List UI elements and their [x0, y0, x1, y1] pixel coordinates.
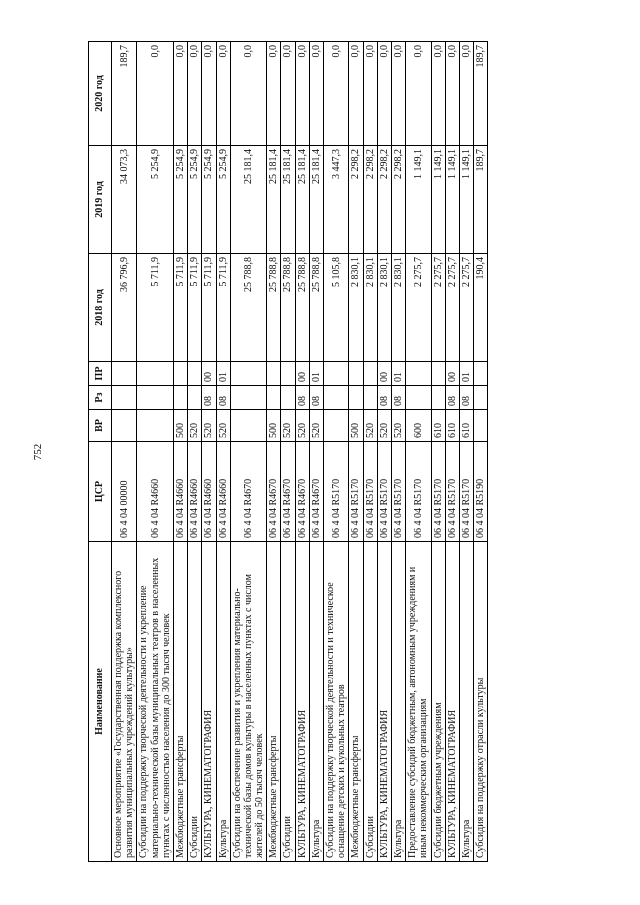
- cell-name: КУЛЬТУРА, КИНЕМАТОГРАФИЯ: [377, 542, 391, 862]
- table-row: [431, 42, 445, 862]
- cell-2020: 0,0: [324, 42, 349, 146]
- cell-rz: 08: [202, 386, 216, 410]
- cell-2018: 25 788,8: [309, 254, 323, 362]
- table-row: [363, 42, 377, 862]
- cell-rz: 08: [295, 386, 309, 410]
- cell-2019: 25 181,4: [230, 146, 267, 254]
- table-row: [137, 42, 174, 862]
- cell-name: Культура: [391, 542, 405, 862]
- cell-pr: [324, 362, 349, 386]
- cell-pr: 00: [377, 362, 391, 386]
- cell-vr: 610: [459, 410, 473, 442]
- rotated-table-content: [88, 42, 608, 862]
- cell-name: КУЛЬТУРА, КИНЕМАТОГРАФИЯ: [202, 542, 216, 862]
- cell-name: Субсидии на поддержку творческой деятельности и техническое оснащение детских и кукольных театров: [324, 542, 349, 862]
- cell-vr: 520: [216, 410, 230, 442]
- cell-csr: 06 4 04 R4670: [309, 442, 323, 542]
- cell-rz: [188, 386, 202, 410]
- cell-name: Субсидии: [363, 542, 377, 862]
- cell-2018: 25 788,8: [267, 254, 281, 362]
- cell-vr: 520: [391, 410, 405, 442]
- cell-rz: 08: [216, 386, 230, 410]
- cell-2019: 1 149,1: [445, 146, 459, 254]
- cell-name: Культура: [216, 542, 230, 862]
- cell-rz: [349, 386, 363, 410]
- cell-2020: 0,0: [267, 42, 281, 146]
- cell-rz: [431, 386, 445, 410]
- cell-2018: 2 275,7: [406, 254, 431, 362]
- header-pr: ПР: [89, 362, 112, 386]
- cell-name: Предоставление субсидий бюджетным, автономным учреждениям и иным некоммерческим организациям: [406, 542, 431, 862]
- table-row: [459, 42, 473, 862]
- cell-pr: [137, 362, 174, 386]
- cell-csr: 06 4 04 R5170: [349, 442, 363, 542]
- cell-vr: 500: [173, 410, 187, 442]
- cell-2018: 2 830,1: [363, 254, 377, 362]
- cell-2019: 5 254,9: [216, 146, 230, 254]
- cell-csr: 06 4 04 R4660: [188, 442, 202, 542]
- cell-rz: 08: [459, 386, 473, 410]
- cell-2018: 2 275,7: [431, 254, 445, 362]
- cell-pr: [363, 362, 377, 386]
- cell-vr: 520: [363, 410, 377, 442]
- cell-2018: 5 711,9: [188, 254, 202, 362]
- cell-2019: 2 298,2: [377, 146, 391, 254]
- cell-2020: 0,0: [137, 42, 174, 146]
- cell-csr: 06 4 04 R4670: [267, 442, 281, 542]
- cell-2020: 0,0: [173, 42, 187, 146]
- cell-2018: 2 275,7: [445, 254, 459, 362]
- cell-2020: 0,0: [230, 42, 267, 146]
- cell-csr: 06 4 04 R5170: [445, 442, 459, 542]
- header-vr: ВР: [89, 410, 112, 442]
- cell-pr: [188, 362, 202, 386]
- cell-rz: [281, 386, 295, 410]
- cell-vr: [112, 410, 137, 442]
- table-row: [173, 42, 187, 862]
- cell-name: Субсидии бюджетным учреждениям: [431, 542, 445, 862]
- cell-name: Культура: [459, 542, 473, 862]
- header-rz: Рз: [89, 386, 112, 410]
- cell-pr: 01: [459, 362, 473, 386]
- cell-pr: 01: [309, 362, 323, 386]
- cell-rz: [137, 386, 174, 410]
- page-number: 752: [32, 443, 44, 461]
- cell-2018: 25 788,8: [281, 254, 295, 362]
- cell-csr: 06 4 04 R4670: [281, 442, 295, 542]
- cell-pr: [112, 362, 137, 386]
- cell-2020: 0,0: [431, 42, 445, 146]
- cell-rz: [474, 386, 488, 410]
- cell-vr: 500: [267, 410, 281, 442]
- cell-vr: 610: [431, 410, 445, 442]
- cell-2018: 2 830,1: [391, 254, 405, 362]
- cell-rz: [230, 386, 267, 410]
- cell-2020: 0,0: [281, 42, 295, 146]
- cell-2019: 34 073,3: [112, 146, 137, 254]
- cell-vr: 520: [309, 410, 323, 442]
- cell-vr: 520: [202, 410, 216, 442]
- cell-name: КУЛЬТУРА, КИНЕМАТОГРАФИЯ: [445, 542, 459, 862]
- cell-vr: 520: [295, 410, 309, 442]
- cell-2020: 0,0: [377, 42, 391, 146]
- header-name: Наименование: [89, 542, 112, 862]
- cell-2020: 0,0: [459, 42, 473, 146]
- table-row: [406, 42, 431, 862]
- table-body: [112, 42, 488, 862]
- cell-2019: 1 149,1: [459, 146, 473, 254]
- cell-csr: 06 4 04 00000: [112, 442, 137, 542]
- cell-csr: 06 4 04 R4670: [295, 442, 309, 542]
- cell-name: Субсидии: [281, 542, 295, 862]
- table-row: [377, 42, 391, 862]
- cell-name: Культура: [309, 542, 323, 862]
- header-csr: ЦСР: [89, 442, 112, 542]
- table-row: [324, 42, 349, 862]
- cell-vr: 520: [377, 410, 391, 442]
- cell-2018: 5 711,9: [202, 254, 216, 362]
- cell-2018: 2 275,7: [459, 254, 473, 362]
- cell-name: Субсидии на обеспечение развития и укрепления материально-технической базы домов культуры в населенных пунктах с числом жителей до 50 тысяч человек: [230, 542, 267, 862]
- cell-2019: 1 149,1: [406, 146, 431, 254]
- cell-2019: 1 149,1: [431, 146, 445, 254]
- cell-2020: 0,0: [391, 42, 405, 146]
- cell-pr: [431, 362, 445, 386]
- cell-2020: 0,0: [445, 42, 459, 146]
- cell-name: КУЛЬТУРА, КИНЕМАТОГРАФИЯ: [295, 542, 309, 862]
- cell-pr: [406, 362, 431, 386]
- cell-rz: [324, 386, 349, 410]
- cell-rz: 08: [377, 386, 391, 410]
- table-row: [281, 42, 295, 862]
- cell-csr: 06 4 04 R5170: [431, 442, 445, 542]
- table-row: [216, 42, 230, 862]
- cell-2019: 5 254,9: [173, 146, 187, 254]
- cell-2020: 0,0: [406, 42, 431, 146]
- cell-name: Субсидия на поддержку отрасли культуры: [474, 542, 488, 862]
- cell-2020: 189,7: [474, 42, 488, 146]
- cell-2018: 190,4: [474, 254, 488, 362]
- cell-2020: 0,0: [295, 42, 309, 146]
- header-2020: 2020 год: [89, 42, 112, 146]
- cell-pr: 00: [445, 362, 459, 386]
- cell-csr: 06 4 04 R4660: [173, 442, 187, 542]
- cell-csr: 06 4 04 R4660: [216, 442, 230, 542]
- cell-2019: 3 447,3: [324, 146, 349, 254]
- cell-2020: 0,0: [202, 42, 216, 146]
- cell-rz: [173, 386, 187, 410]
- cell-2019: 189,7: [474, 146, 488, 254]
- cell-pr: [173, 362, 187, 386]
- cell-2019: 2 298,2: [363, 146, 377, 254]
- table-header-row: [89, 42, 112, 862]
- cell-rz: 08: [391, 386, 405, 410]
- cell-rz: [406, 386, 431, 410]
- cell-vr: [324, 410, 349, 442]
- cell-2018: 2 830,1: [377, 254, 391, 362]
- budget-table: [88, 41, 488, 862]
- cell-csr: 06 4 04 R5170: [363, 442, 377, 542]
- table-row: [445, 42, 459, 862]
- cell-rz: 08: [445, 386, 459, 410]
- cell-2018: 5 105,8: [324, 254, 349, 362]
- cell-2019: 25 181,4: [267, 146, 281, 254]
- cell-csr: 06 4 04 R4660: [137, 442, 174, 542]
- cell-vr: [230, 410, 267, 442]
- cell-csr: 06 4 04 R5170: [377, 442, 391, 542]
- cell-csr: 06 4 04 R5190: [474, 442, 488, 542]
- cell-pr: 00: [202, 362, 216, 386]
- table-row: [474, 42, 488, 862]
- cell-2018: 5 711,9: [216, 254, 230, 362]
- cell-2018: 36 796,9: [112, 254, 137, 362]
- cell-name: Межбюджетные трансферты: [173, 542, 187, 862]
- header-2018: 2018 год: [89, 254, 112, 362]
- cell-2018: 25 788,8: [230, 254, 267, 362]
- cell-csr: 06 4 04 R5170: [406, 442, 431, 542]
- cell-vr: 500: [349, 410, 363, 442]
- cell-pr: 01: [391, 362, 405, 386]
- cell-name: Субсидии на поддержку творческой деятельности и укрепление материально-технической базы муниципальных театров в населенных пунктах с численностью населения до 300 тысяч человек: [137, 542, 174, 862]
- rotated-table-frame: [88, 42, 608, 862]
- table-row: [112, 42, 137, 862]
- cell-pr: [474, 362, 488, 386]
- cell-csr: 06 4 04 R4670: [230, 442, 267, 542]
- cell-2018: 5 711,9: [173, 254, 187, 362]
- cell-2019: 25 181,4: [281, 146, 295, 254]
- cell-2019: 5 254,9: [188, 146, 202, 254]
- cell-vr: 610: [445, 410, 459, 442]
- cell-name: Субсидии: [188, 542, 202, 862]
- cell-vr: 520: [188, 410, 202, 442]
- cell-pr: [281, 362, 295, 386]
- header-2019: 2019 год: [89, 146, 112, 254]
- cell-2019: 5 254,9: [202, 146, 216, 254]
- cell-vr: [137, 410, 174, 442]
- cell-2018: 2 830,1: [349, 254, 363, 362]
- cell-2018: 5 711,9: [137, 254, 174, 362]
- table-row: [349, 42, 363, 862]
- cell-rz: [267, 386, 281, 410]
- cell-name: Межбюджетные трансферты: [349, 542, 363, 862]
- table-row: [230, 42, 267, 862]
- cell-vr: [474, 410, 488, 442]
- cell-name: Основное мероприятие «Государственная поддержка комплексного развития муниципальных учреждений культуры»: [112, 542, 137, 862]
- table-row: [202, 42, 216, 862]
- cell-2019: 5 254,9: [137, 146, 174, 254]
- cell-vr: 520: [281, 410, 295, 442]
- cell-rz: 08: [309, 386, 323, 410]
- cell-pr: 00: [295, 362, 309, 386]
- cell-pr: [267, 362, 281, 386]
- cell-2020: 189,7: [112, 42, 137, 146]
- cell-csr: 06 4 04 R5170: [391, 442, 405, 542]
- cell-2019: 25 181,4: [295, 146, 309, 254]
- cell-pr: 01: [216, 362, 230, 386]
- cell-2019: 2 298,2: [349, 146, 363, 254]
- cell-rz: [363, 386, 377, 410]
- table-row: [309, 42, 323, 862]
- cell-pr: [349, 362, 363, 386]
- cell-2020: 0,0: [309, 42, 323, 146]
- cell-2020: 0,0: [216, 42, 230, 146]
- cell-2020: 0,0: [188, 42, 202, 146]
- cell-pr: [230, 362, 267, 386]
- cell-2019: 25 181,4: [309, 146, 323, 254]
- table-row: [188, 42, 202, 862]
- cell-2020: 0,0: [363, 42, 377, 146]
- cell-csr: 06 4 04 R4660: [202, 442, 216, 542]
- table-row: [295, 42, 309, 862]
- table-row: [391, 42, 405, 862]
- cell-rz: [112, 386, 137, 410]
- cell-2019: 2 298,2: [391, 146, 405, 254]
- table-row: [267, 42, 281, 862]
- cell-2018: 25 788,8: [295, 254, 309, 362]
- cell-name: Межбюджетные трансферты: [267, 542, 281, 862]
- cell-csr: 06 4 04 R5170: [459, 442, 473, 542]
- cell-vr: 600: [406, 410, 431, 442]
- cell-2020: 0,0: [349, 42, 363, 146]
- cell-csr: 06 4 04 R5170: [324, 442, 349, 542]
